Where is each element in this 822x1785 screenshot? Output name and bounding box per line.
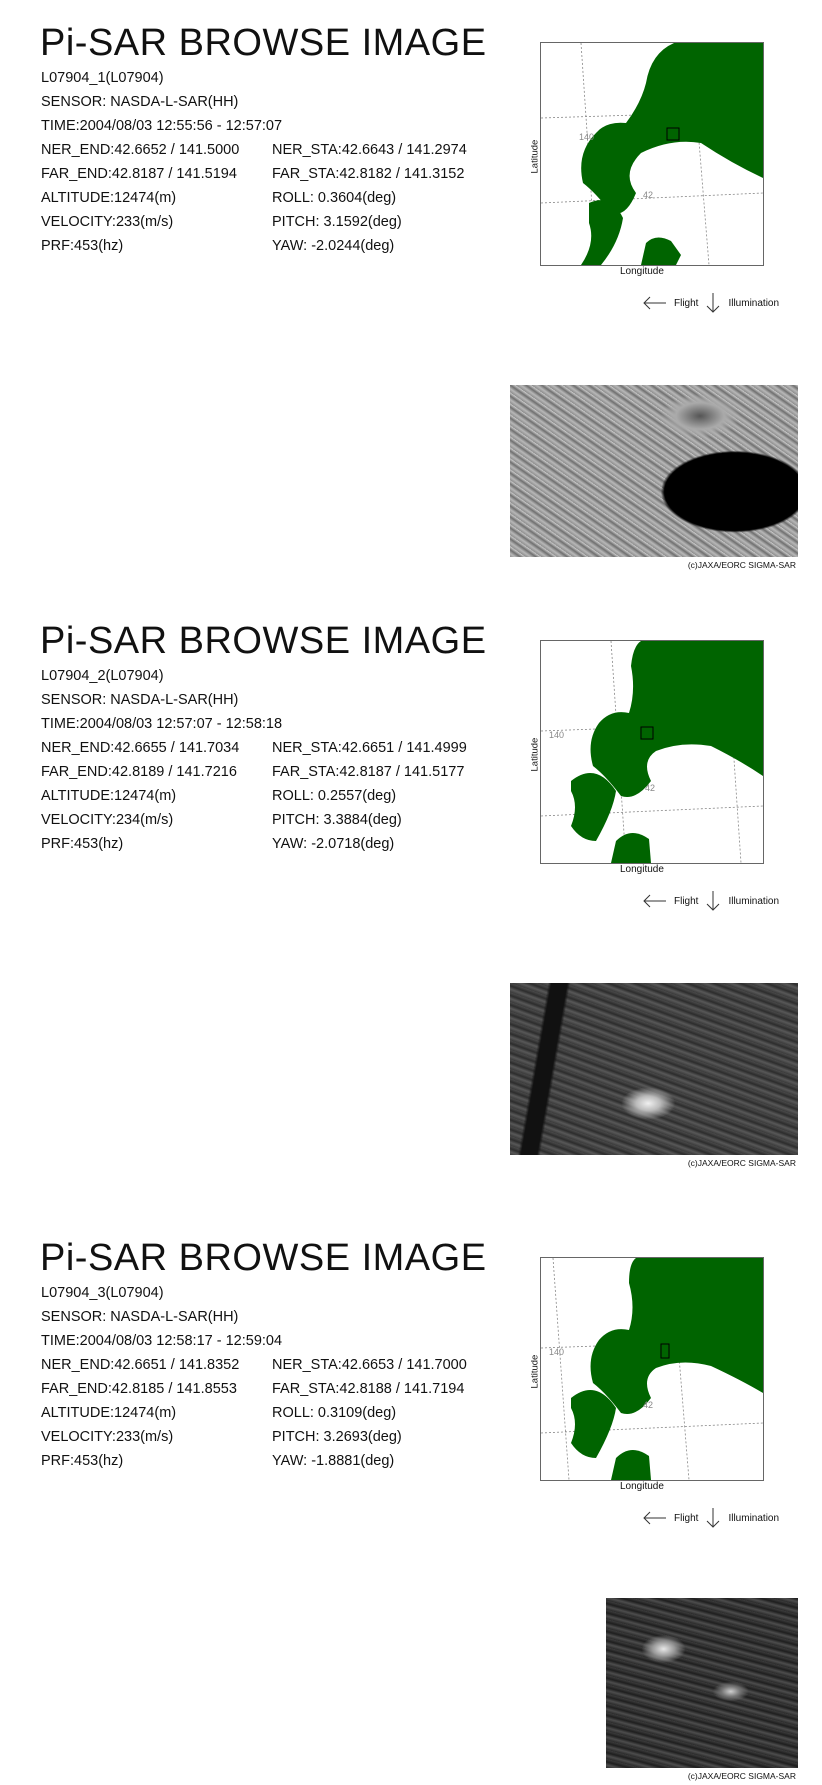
image-credit: (c)JAXA/EORC SIGMA-SAR: [687, 1771, 796, 1781]
direction-legend: [642, 1507, 779, 1529]
sar-browse-image: [510, 983, 798, 1155]
record-1: [0, 0, 822, 590]
altitude: ALTITUDE:12474(m): [41, 1405, 177, 1421]
direction-legend: [642, 292, 779, 314]
ner-end: NER_END:42.6655 / 141.7034: [41, 740, 240, 756]
velocity: VELOCITY:233(m/s): [41, 214, 174, 230]
page-title: Pi-SAR BROWSE IMAGE: [40, 22, 487, 64]
latitude-label: Latitude: [529, 737, 541, 772]
down-arrow-icon: [706, 1507, 720, 1529]
location-map: [540, 42, 764, 266]
yaw: YAW: -2.0718(deg): [272, 836, 395, 852]
sar-browse-image: [606, 1598, 798, 1768]
prf: PRF:453(hz): [41, 1453, 124, 1469]
down-arrow-icon: [706, 292, 720, 314]
altitude: ALTITUDE:12474(m): [41, 788, 177, 804]
illumination-label: Illumination: [728, 297, 780, 309]
lat-tick: 42: [643, 1400, 654, 1410]
velocity: VELOCITY:233(m/s): [41, 1429, 174, 1445]
pitch: PITCH: 3.2693(deg): [272, 1429, 402, 1445]
scene-id: L07904_3(L07904): [41, 1285, 164, 1301]
lat-tick: 42: [643, 190, 654, 200]
pitch: PITCH: 3.3884(deg): [272, 812, 402, 828]
flight-label: Flight: [674, 1512, 699, 1524]
sar-browse-image: [510, 385, 798, 557]
sensor-label: SENSOR: NASDA-L-SAR(HH): [41, 1309, 239, 1325]
scene-id: L07904_2(L07904): [41, 668, 164, 684]
down-arrow-icon: [706, 890, 720, 912]
illumination-label: Illumination: [728, 895, 780, 907]
left-arrow-icon: [642, 1511, 668, 1525]
longitude-label: Longitude: [620, 1481, 664, 1492]
sensor-label: SENSOR: NASDA-L-SAR(HH): [41, 94, 239, 110]
yaw: YAW: -2.0244(deg): [272, 238, 395, 254]
pitch: PITCH: 3.1592(deg): [272, 214, 402, 230]
prf: PRF:453(hz): [41, 238, 124, 254]
roll: ROLL: 0.2557(deg): [272, 788, 397, 804]
location-map: [540, 640, 764, 864]
yaw: YAW: -1.8881(deg): [272, 1453, 395, 1469]
lat-tick: 42: [645, 783, 656, 793]
far-end: FAR_END:42.8189 / 141.7216: [41, 764, 237, 780]
left-arrow-icon: [642, 296, 668, 310]
page-title: Pi-SAR BROWSE IMAGE: [40, 620, 487, 662]
image-credit: (c)JAXA/EORC SIGMA-SAR: [687, 560, 796, 570]
ner-sta: NER_STA:42.6651 / 141.4999: [272, 740, 467, 756]
ner-sta: NER_STA:42.6643 / 141.2974: [272, 142, 467, 158]
sensor-label: SENSOR: NASDA-L-SAR(HH): [41, 692, 239, 708]
roll: ROLL: 0.3604(deg): [272, 190, 397, 206]
direction-legend: [642, 890, 779, 912]
time-range: TIME:2004/08/03 12:55:56 - 12:57:07: [41, 118, 283, 134]
altitude: ALTITUDE:12474(m): [41, 190, 177, 206]
scene-id: L07904_1(L07904): [41, 70, 164, 86]
velocity: VELOCITY:234(m/s): [41, 812, 174, 828]
prf: PRF:453(hz): [41, 836, 124, 852]
latitude-label: Latitude: [529, 1354, 541, 1389]
location-map: [540, 1257, 764, 1481]
image-credit: (c)JAXA/EORC SIGMA-SAR: [687, 1158, 796, 1168]
longitude-label: Longitude: [620, 266, 664, 277]
record-2: [0, 598, 822, 1188]
far-sta: FAR_STA:42.8187 / 141.5177: [272, 764, 465, 780]
lon-tick: 140: [579, 132, 595, 142]
far-sta: FAR_STA:42.8182 / 141.3152: [272, 166, 465, 182]
lon-tick: 140: [549, 730, 565, 740]
left-arrow-icon: [642, 894, 668, 908]
far-end: FAR_END:42.8185 / 141.8553: [41, 1381, 237, 1397]
illumination-label: Illumination: [728, 1512, 780, 1524]
flight-label: Flight: [674, 895, 699, 907]
land-shape: [591, 641, 763, 797]
latitude-label: Latitude: [529, 139, 541, 174]
roll: ROLL: 0.3109(deg): [272, 1405, 397, 1421]
time-range: TIME:2004/08/03 12:58:17 - 12:59:04: [41, 1333, 283, 1349]
record-3: [0, 1215, 822, 1785]
lon-tick: 140: [549, 1347, 565, 1357]
far-sta: FAR_STA:42.8188 / 141.7194: [272, 1381, 465, 1397]
longitude-label: Longitude: [620, 864, 664, 875]
page-title: Pi-SAR BROWSE IMAGE: [40, 1237, 487, 1279]
far-end: FAR_END:42.8187 / 141.5194: [41, 166, 237, 182]
ner-sta: NER_STA:42.6653 / 141.7000: [272, 1357, 467, 1373]
flight-label: Flight: [674, 297, 699, 309]
land-shape: [591, 1258, 763, 1414]
time-range: TIME:2004/08/03 12:57:07 - 12:58:18: [41, 716, 283, 732]
ner-end: NER_END:42.6652 / 141.5000: [41, 142, 240, 158]
ner-end: NER_END:42.6651 / 141.8352: [41, 1357, 240, 1373]
